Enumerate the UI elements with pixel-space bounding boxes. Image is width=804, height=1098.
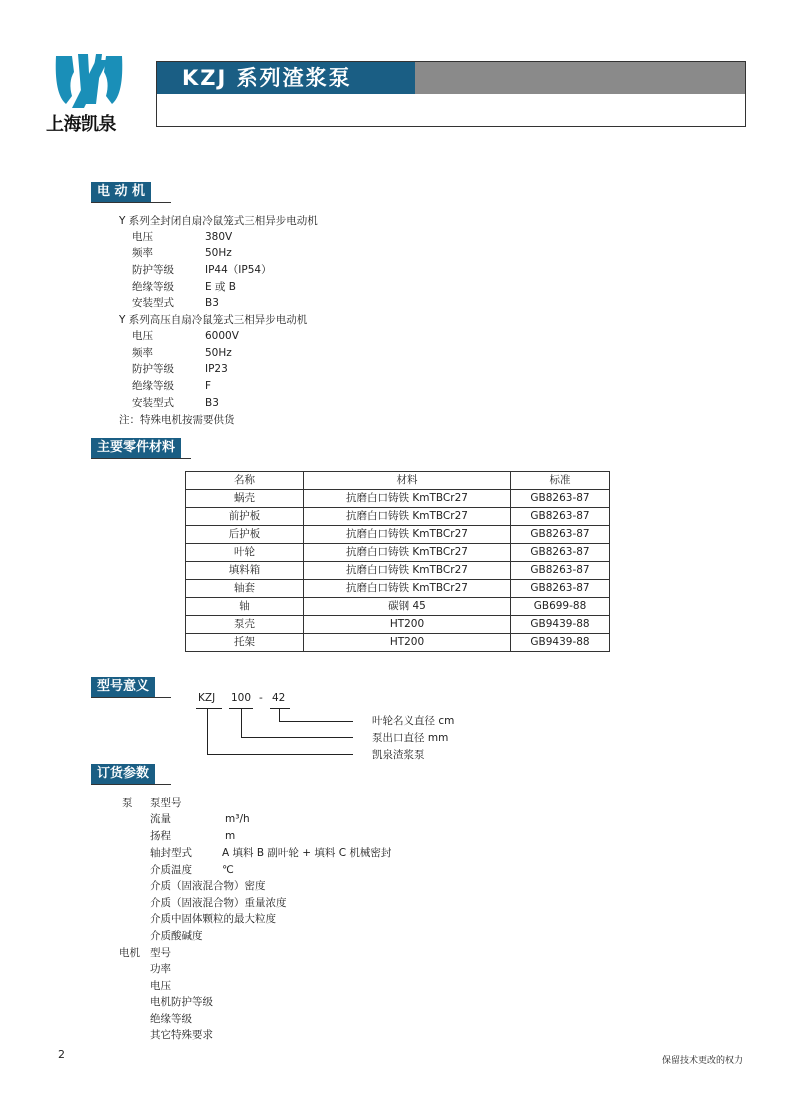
table-cell: 蜗壳 bbox=[186, 490, 304, 508]
model-code-underline bbox=[270, 708, 290, 709]
motor-line: 6000V bbox=[205, 330, 239, 342]
order-item: 功率 bbox=[150, 963, 171, 975]
table-cell: 托架 bbox=[186, 634, 304, 652]
footer-rights: 保留技术更改的权力 bbox=[662, 1056, 744, 1066]
model-code-underline bbox=[196, 708, 222, 709]
order-item: 其它特殊要求 bbox=[150, 1029, 213, 1041]
motor-line: 安装型式 bbox=[132, 297, 174, 309]
motor-line: Y 系列高压自扇冷鼠笼式三相异步电动机 bbox=[119, 314, 308, 326]
section-underline bbox=[91, 784, 171, 785]
motor-line: IP23 bbox=[205, 363, 228, 375]
motor-line: 频率 bbox=[132, 247, 153, 259]
order-item: 绝缘等级 bbox=[150, 1013, 192, 1025]
motor-line: 防护等级 bbox=[132, 264, 174, 276]
section-underline bbox=[91, 202, 171, 203]
logo-text: 上海凯泉 bbox=[46, 114, 116, 135]
order-item: 流量 bbox=[150, 813, 171, 825]
table-cell: GB8263-87 bbox=[511, 562, 610, 580]
table-cell: GB8263-87 bbox=[511, 490, 610, 508]
table-cell: 泵壳 bbox=[186, 616, 304, 634]
section-underline bbox=[91, 697, 171, 698]
section-heading-motor: 电 动 机 bbox=[91, 182, 151, 202]
table-cell: 碳钢 45 bbox=[304, 598, 511, 616]
motor-line: 50Hz bbox=[205, 247, 232, 259]
order-item-unit: m³/h bbox=[225, 813, 250, 825]
section-heading-materials: 主要零件材料 bbox=[91, 438, 181, 458]
motor-line: 防护等级 bbox=[132, 363, 174, 375]
leader-line bbox=[279, 721, 353, 722]
title-banner-gray bbox=[415, 62, 745, 94]
model-desc-impeller: 叶轮名义直径 cm bbox=[372, 715, 455, 727]
table-cell: GB8263-87 bbox=[511, 580, 610, 598]
order-motor-label: 电机 bbox=[119, 947, 140, 959]
table-cell: 填料箱 bbox=[186, 562, 304, 580]
motor-line: 绝缘等级 bbox=[132, 380, 174, 392]
model-code-series: KZJ bbox=[198, 692, 216, 704]
motor-line: 50Hz bbox=[205, 347, 232, 359]
motor-line: 频率 bbox=[132, 347, 153, 359]
motor-line: 电压 bbox=[132, 231, 153, 243]
model-code-impeller: 42 bbox=[272, 692, 286, 704]
table-header-cell: 名称 bbox=[186, 472, 304, 490]
section-heading-order: 订货参数 bbox=[91, 764, 155, 784]
table-cell: GB8263-87 bbox=[511, 526, 610, 544]
table-cell: 后护板 bbox=[186, 526, 304, 544]
table-row bbox=[186, 598, 610, 616]
table-cell: GB8263-87 bbox=[511, 544, 610, 562]
section-heading-model: 型号意义 bbox=[91, 677, 155, 697]
table-cell: HT200 bbox=[304, 616, 511, 634]
page-title: KZJ 系列渣浆泵 bbox=[182, 66, 352, 90]
order-pump-label: 泵 bbox=[122, 797, 133, 809]
motor-line: IP44（IP54） bbox=[205, 264, 272, 276]
motor-line: B3 bbox=[205, 297, 219, 309]
table-row bbox=[186, 562, 610, 580]
order-item: 轴封型式 bbox=[150, 847, 192, 859]
order-item: 介质中固体颗粒的最大粒度 bbox=[150, 913, 276, 925]
model-code-separator: - bbox=[259, 692, 263, 704]
order-item: 泵型号 bbox=[150, 797, 182, 809]
motor-line: 电压 bbox=[132, 330, 153, 342]
order-item: 介质（固液混合物）重量浓度 bbox=[150, 897, 287, 909]
table-cell: 抗磨白口铸铁 KmTBCr27 bbox=[304, 490, 511, 508]
motor-line: E 或 B bbox=[205, 281, 237, 293]
model-desc-outlet: 泵出口直径 mm bbox=[372, 732, 449, 744]
motor-line: Y 系列全封闭自扇冷鼠笼式三相异步电动机 bbox=[119, 215, 318, 227]
leader-line bbox=[207, 709, 208, 755]
order-item-options: A 填料 B 副叶轮 + 填料 C 机械密封 bbox=[222, 847, 392, 859]
table-cell: 轴套 bbox=[186, 580, 304, 598]
order-item: 介质（固液混合物）密度 bbox=[150, 880, 266, 892]
order-item: 扬程 bbox=[150, 830, 171, 842]
model-code-outlet: 100 bbox=[231, 692, 252, 704]
table-header-cell: 标准 bbox=[511, 472, 610, 490]
table-cell: 抗磨白口铸铁 KmTBCr27 bbox=[304, 562, 511, 580]
page-number: 2 bbox=[58, 1048, 65, 1061]
materials-table bbox=[185, 471, 610, 652]
section-underline bbox=[91, 458, 191, 459]
order-item: 介质温度 bbox=[150, 864, 192, 876]
table-row bbox=[186, 544, 610, 562]
leader-line bbox=[241, 709, 242, 738]
order-item: 电机防护等级 bbox=[150, 996, 213, 1008]
motor-line: B3 bbox=[205, 397, 219, 409]
table-cell: 前护板 bbox=[186, 508, 304, 526]
table-row bbox=[186, 580, 610, 598]
model-desc-series: 凯泉渣浆泵 bbox=[372, 749, 425, 761]
table-header-row bbox=[186, 472, 610, 490]
table-header-cell: 材料 bbox=[304, 472, 511, 490]
table-cell: 轴 bbox=[186, 598, 304, 616]
order-item-unit: m bbox=[225, 830, 236, 842]
order-item: 电压 bbox=[150, 980, 171, 992]
motor-line: 380V bbox=[205, 231, 233, 243]
table-cell: GB9439-88 bbox=[511, 634, 610, 652]
table-cell: 抗磨白口铸铁 KmTBCr27 bbox=[304, 544, 511, 562]
table-row bbox=[186, 526, 610, 544]
table-cell: 抗磨白口铸铁 KmTBCr27 bbox=[304, 508, 511, 526]
motor-note: 注：特殊电机按需要供货 bbox=[119, 414, 235, 426]
table-cell: 抗磨白口铸铁 KmTBCr27 bbox=[304, 526, 511, 544]
table-row bbox=[186, 490, 610, 508]
order-item: 型号 bbox=[150, 947, 171, 959]
table-row bbox=[186, 616, 610, 634]
motor-line: F bbox=[205, 380, 212, 392]
table-cell: GB8263-87 bbox=[511, 508, 610, 526]
table-row bbox=[186, 634, 610, 652]
leader-line bbox=[207, 754, 353, 755]
motor-line: 绝缘等级 bbox=[132, 281, 174, 293]
table-cell: 抗磨白口铸铁 KmTBCr27 bbox=[304, 580, 511, 598]
leader-line bbox=[241, 737, 353, 738]
order-item: 介质酸碱度 bbox=[150, 930, 203, 942]
table-cell: GB9439-88 bbox=[511, 616, 610, 634]
order-item-unit: ℃ bbox=[222, 864, 234, 876]
table-cell: HT200 bbox=[304, 634, 511, 652]
motor-line: 安装型式 bbox=[132, 397, 174, 409]
table-cell: 叶轮 bbox=[186, 544, 304, 562]
table-cell: GB699-88 bbox=[511, 598, 610, 616]
table-row bbox=[186, 508, 610, 526]
